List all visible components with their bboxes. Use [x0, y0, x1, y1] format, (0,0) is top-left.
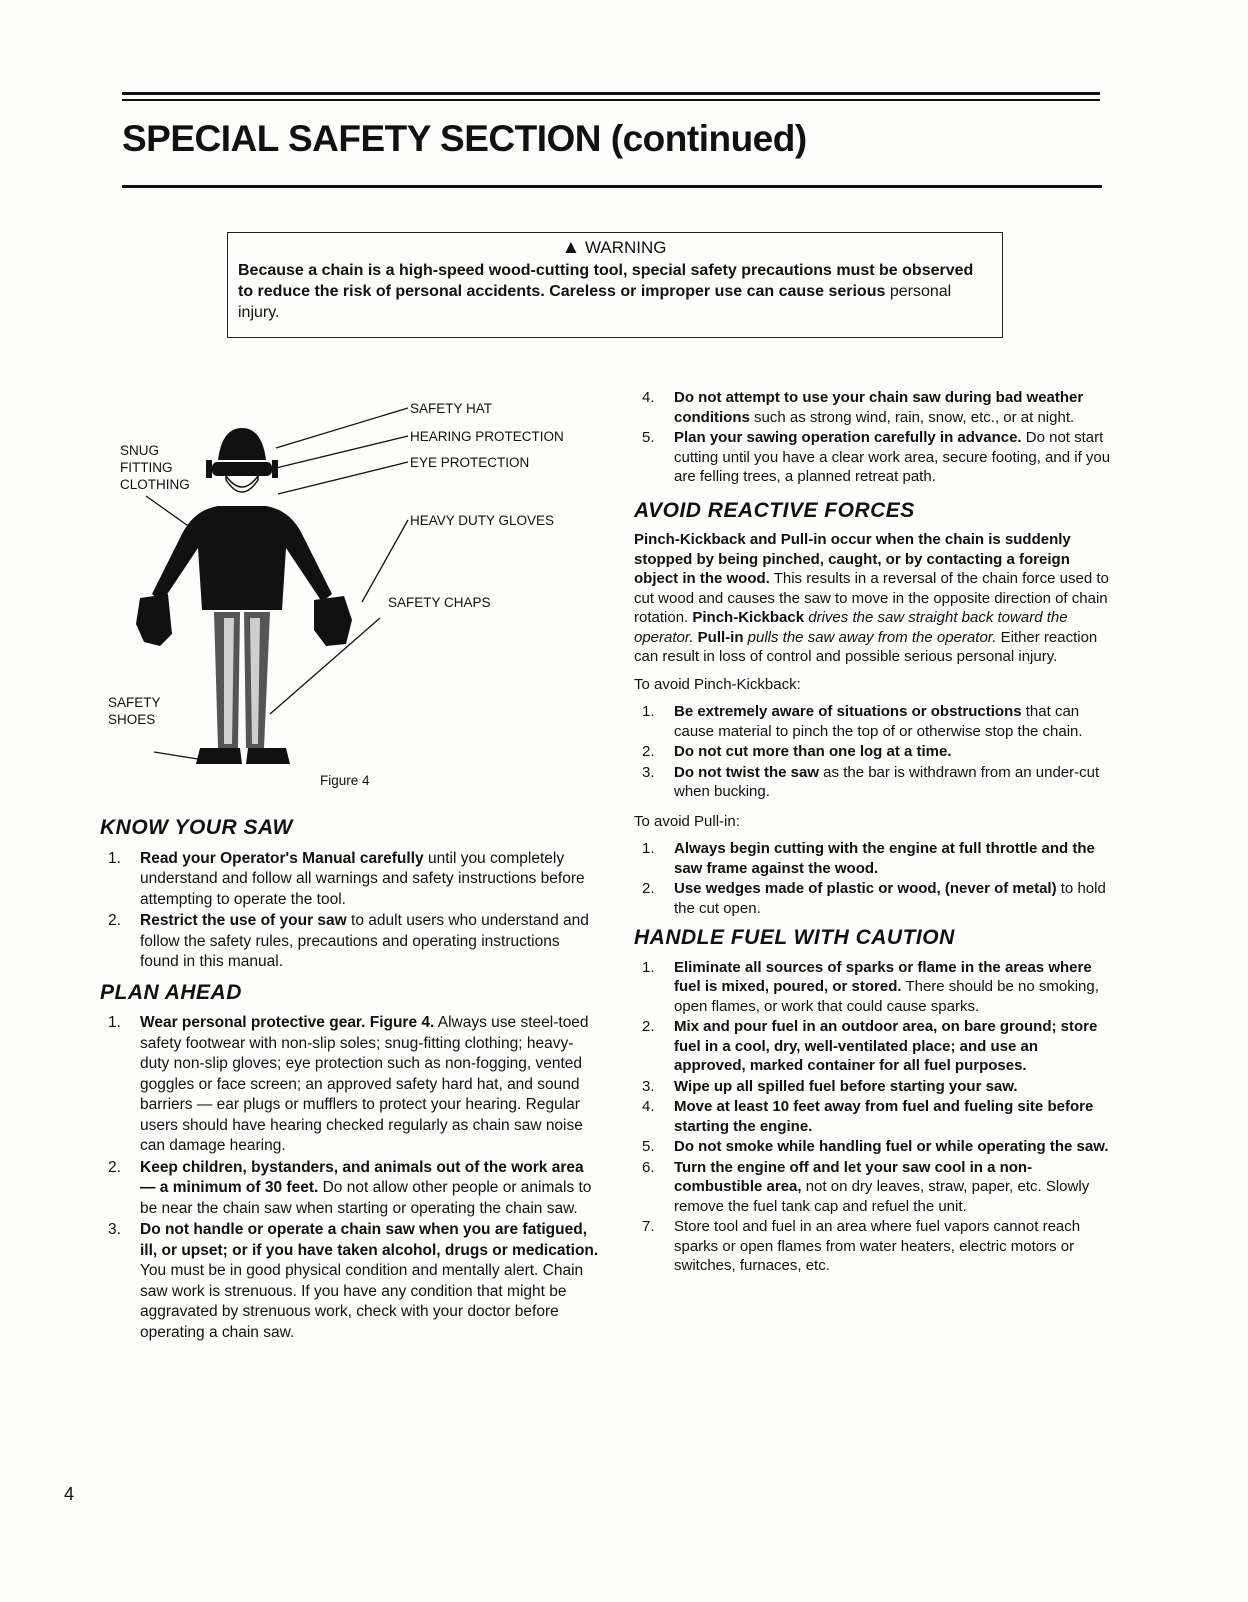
label-snug-fitting-clothing: SNUG FITTING CLOTHING: [120, 443, 190, 492]
list-item: 1. Wear personal protective gear. Figure 4. Always use steel-toed safety footwear with non-slip soles; snug-fitting clothing; heavy-duty non-slip gloves; eye protection such as non-fogging, vented goggles or face screen; an approved safety hard hat, and sound barriers — ear plugs or mufflers to protect your hearing. Regular users should have hearing checked regularly as chain saw noise can damage hearing.: [108, 1014, 589, 1154]
list-item: 5. Plan your sawing operation carefully in advance. Do not start cutting until you have a clear work area, secure footing, and if you are felling trees, a planned retreat path.: [642, 429, 1111, 485]
left-glove-icon: [136, 594, 172, 646]
list-item: 2. Restrict the use of your saw to adult users who understand and follow the safety rules, precautions and operating instructions found in this manual.: [108, 912, 589, 970]
list-item: 7. Store tool and fuel in an area where fuel vapors cannot reach sparks or open flames from water heaters, electric motors or switches, furnaces, etc.: [642, 1218, 1081, 1274]
warning-box: [227, 232, 1003, 338]
heading-know-your-saw: KNOW YOUR SAW: [100, 816, 293, 839]
label-safety-hat: SAFETY HAT: [410, 401, 493, 416]
warning-heading: ▲ WARNING: [561, 237, 667, 258]
heading-avoid-reactive-forces: AVOID REACTIVE FORCES: [634, 498, 915, 522]
title-underline: [122, 185, 1102, 188]
subheading-avoid-pull-in: To avoid Pull-in:: [634, 812, 740, 830]
page-title: SPECIAL SAFETY SECTION (continued): [122, 118, 807, 159]
list-item: 6. Turn the engine off and let your saw cool in a non-combustible area, not on dry leaves, straw, paper, etc. Slowly remove the fuel tank cap and refuel the unit.: [642, 1158, 1090, 1215]
list-item: 1. Eliminate all sources of sparks or flame in the areas where fuel is mixed, poured, or stored. There should be no smoking, open flames, or work that could cause sparks.: [642, 958, 1099, 1015]
list-item: 1. Always begin cutting with the engine at full throttle and the saw frame against the wood.: [642, 840, 1095, 877]
label-heavy-duty-gloves: HEAVY DUTY GLOVES: [410, 513, 555, 528]
list-item: 3. Do not handle or operate a chain saw when you are fatigued, ill, or upset; or if you have taken alcohol, drugs or medication. You must be in good physical condition and mentally alert. Chain saw work is strenuous. If you have any condition that might be aggravated by strenuous work, check with your doctor before operating a chain saw.: [108, 1221, 599, 1341]
list-item: 1. Be extremely aware of situations or obstructions that can cause material to pinch the top of or otherwise stop the chain.: [642, 703, 1083, 740]
list-item: 3. Wipe up all spilled fuel before starting your saw.: [642, 1077, 1018, 1095]
figure-4-protective-gear: [100, 398, 620, 818]
kickback-list: [634, 702, 1112, 802]
label-hearing-protection: HEARING PROTECTION: [410, 429, 564, 444]
top-rule-1: [122, 92, 1100, 95]
label-safety-shoes: SAFETY SHOES: [108, 695, 161, 727]
plan-ahead-list-continued: [634, 388, 1112, 487]
heading-handle-fuel: HANDLE FUEL WITH CAUTION: [634, 926, 955, 949]
list-item: 5. Do not smoke while handling fuel or while operating the saw.: [642, 1138, 1109, 1155]
reactive-forces-intro: Pinch-Kickback and Pull-in occur when the chain is suddenly stopped by being pinched, caught, or by contacting a foreign object in the wood. This results in a reversal of the chain force used to cut wood and causes the saw to move in the opposite direction of chain rotation. Pinch-Kickback drives the saw straight back toward the operator. Pull-in pulls the saw away from the operator. Either reaction can result in loss of control and possible serious personal injury.: [634, 531, 1109, 665]
fuel-list: [634, 958, 1112, 1276]
list-item: 4. Move at least 10 feet away from fuel and fueling site before starting the engine.: [642, 1098, 1094, 1135]
know-your-saw-list: [100, 849, 600, 973]
pull-in-list: [634, 839, 1112, 918]
warning-triangle-icon: ▲: [561, 237, 581, 258]
list-item: 2. Do not cut more than one log at a time.: [642, 743, 952, 760]
figure-caption: Figure 4: [320, 773, 370, 788]
left-shoe-icon: [196, 748, 242, 764]
right-glove-icon: [314, 596, 352, 646]
subheading-avoid-kickback: To avoid Pinch-Kickback:: [634, 675, 801, 693]
list-item: 2. Use wedges made of plastic or wood, (never of metal) to hold the cut open.: [642, 880, 1106, 917]
left-column: [100, 818, 600, 1353]
torso-icon: [152, 506, 332, 610]
goggles-icon: [212, 462, 272, 476]
heading-plan-ahead: PLAN AHEAD: [100, 980, 242, 1004]
plan-ahead-list: [100, 1013, 600, 1343]
page-number: 4: [64, 1484, 75, 1504]
warning-text: Because a chain is a high-speed wood-cutting tool, special safety precautions must be observed to reduce the risk of personal accidents. Careless or improper use can cause serious personal injury.: [238, 262, 974, 321]
list-item: 1. Read your Operator's Manual carefully until you completely understand and follow all warnings and safety instructions before attempting to operate the tool.: [108, 849, 585, 908]
right-shoe-icon: [246, 748, 290, 764]
top-rule-2: [122, 99, 1100, 101]
label-eye-protection: EYE PROTECTION: [410, 455, 530, 470]
list-item: 2. Mix and pour fuel in an outdoor area, on bare ground; store fuel in a cool, dry, well-ventilated place; and use an approved, marked container for all fuel purposes.: [642, 1018, 1098, 1074]
list-item: 4. Do not attempt to use your chain saw during bad weather conditions such as strong wind, rain, snow, etc., or at night.: [642, 389, 1084, 426]
list-item: 2. Keep children, bystanders, and animals out of the work area — a minimum of 30 feet. Do not allow other people or animals to be near the chain saw when starting or operating the chain saw.: [108, 1158, 592, 1217]
safety-hat-icon: [218, 428, 266, 460]
list-item: 3. Do not twist the saw as the bar is withdrawn from an under-cut when bucking.: [642, 763, 1100, 800]
right-column: [634, 388, 1112, 1286]
label-safety-chaps: SAFETY CHAPS: [388, 595, 491, 610]
